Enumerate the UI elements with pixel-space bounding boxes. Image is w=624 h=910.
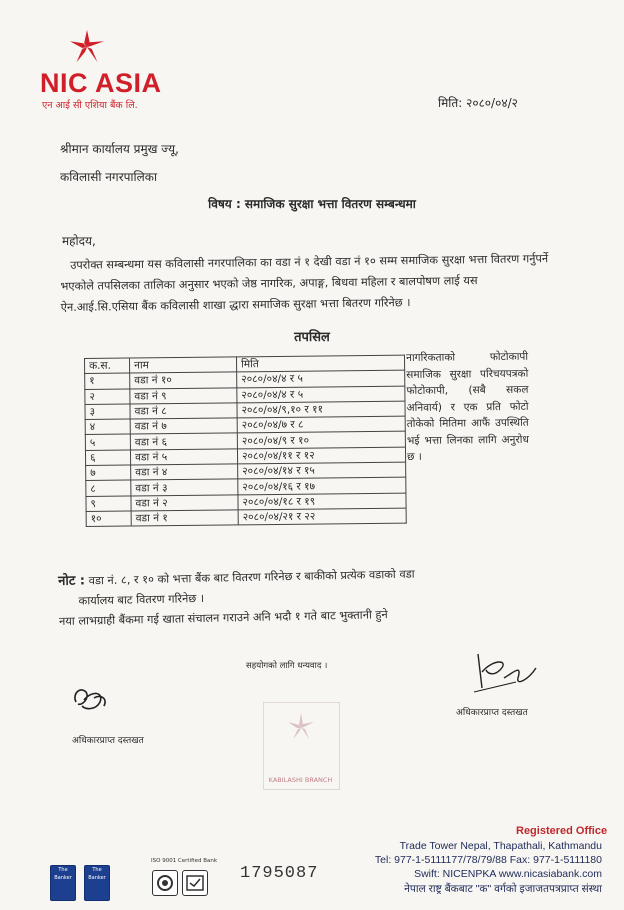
banker-award-badge [84,865,110,901]
header-name: नाम [130,357,237,373]
badge-text: The Banker [88,867,106,881]
signature-left-icon [70,680,112,716]
table-row [86,508,406,527]
letter-subject: विषय : समाजिक सुरक्षा भत्ता वितरण सम्बन्धमा [208,197,416,211]
cell-date: २०८०/०४/१४ र १५ [238,462,406,479]
note-label: नोट : [58,573,86,589]
schedule-table [84,355,407,528]
badge-text: The Banker [54,867,72,881]
schedule-title: तपसिल [294,330,330,345]
brand-name: NIC ASIA [40,68,162,98]
office-swift-web: Swift: NICENPKA www.nicasiabank.com [414,868,602,880]
cell-serial: ७ [86,465,131,481]
header-date: मिति [236,355,404,372]
cell-serial: १ [85,373,130,389]
cell-date: २०८०/०४/११ र १२ [237,447,405,464]
document-serial-number: 1795087 [240,864,319,883]
office-phone: Tel: 977-1-5111177/78/79/88 Fax: 977-1-5111180 [374,854,602,866]
stamp-text: KABILASHI BRANCH [268,776,333,784]
note-line-3: नया लाभग्राही बैंकमा गई खाता संचालन गराउने अनि भदौ १ गते बाट भुक्तानी हुने [58,608,388,628]
cell-date: २०८०/०४/२१ र २२ [238,508,406,525]
cell-name: वडा नं ४ [131,464,238,480]
cell-name: वडा नं ९ [130,387,237,403]
cell-name: वडा नं ३ [131,479,238,495]
cell-date: २०८०/०४/४ र ५ [237,370,405,387]
cell-serial: १० [86,511,131,527]
cell-name: वडा नं ७ [130,418,237,434]
certification-mark-icon [182,870,208,896]
required-documents-note: नागरिकताको फोटोकापी समाजिक सुरक्षा परिचयपत्रको फोटोकापी, (सबै सकल अनिवार्य) र एक प्रति फोटो तोकेको मितिमा आफैं उपस्थिति भई भत्ता लिनका लागि अनुरोध छ । [406,350,530,463]
cell-date: २०८०/०४/९,१० र ११ [237,401,405,418]
nic-asia-logo-icon [68,28,106,66]
letter-body: उपरोक्त सम्बन्धमा यस कविलासी नगरपालिका का वडा नं १ देखी वडा नं १० सम्म समाजिक सुरक्षा भत्ता वितरण गर्नुपर्ने भएकोले तपसिलका तालिका अनुसार भएको जेष्ठ नागरिक, अपाङ्ग, बिधवा महिला र बालपोषण लाई यस ऐन.आई.सि.एसिया बैंक कविलासी शाखा द्धारा समाजिक सुरक्षा भत्ता बितरण गरिनेछ । [60,252,549,314]
note-line-2: कार्यालय बाट वितरण गरिनेछ । [78,591,205,608]
salutation: महोदय, [62,234,96,248]
iso-label: ISO 9001 Certified Bank [151,858,218,864]
cell-serial: ५ [85,435,130,451]
cell-name: वडा नं १० [130,372,237,388]
registered-office-title: Registered Office [516,825,608,837]
cell-serial: ८ [86,480,131,496]
cell-name: वडा नं ६ [130,433,237,449]
brand-subtitle: एन आई सी एशिया बैंक लि. [42,100,138,111]
note-line-1: वडा नं. ८, र १० को भत्ता बैंक बाट वितरण गरिनेछ र बाकीको प्रत्येक वडाको वडा [88,567,415,588]
signature-right-label: अधिकारप्राप्त दस्तखत [456,708,528,718]
cell-date: २०८०/०४/४ र ५ [237,386,405,403]
cell-name: वडा नं ५ [130,449,237,465]
cell-name: वडा नं १ [131,510,238,526]
license-statement: नेपाल राष्ट्र बैंकबाट "क" वर्गको इजाजतपत्रप्राप्त संस्था [404,883,602,895]
cell-date: २०८०/०४/७ र ८ [237,416,405,433]
stamp-logo-icon [264,703,339,773]
cell-serial: २ [85,389,130,405]
banker-award-badge [50,865,76,901]
signature-right-icon [470,648,540,696]
thanks-text: सहयोगको लागि धन्यवाद । [246,661,328,671]
office-address: Trade Tower Nepal, Thapathali, Kathmandu [399,840,602,852]
cell-serial: ६ [85,450,130,466]
cell-date: २०८०/०४/१६ र १७ [238,478,406,495]
header-serial: क.स. [85,358,130,374]
signature-left-label: अधिकारप्राप्त दस्तखत [72,736,144,746]
cell-date: २०८०/०४/९ र १० [237,432,405,449]
note-section [58,562,529,632]
cell-serial: ३ [85,404,130,420]
iso-certificate-icon [152,870,178,896]
addressee-line-2: कविलासी नगरपालिका [60,170,158,184]
cell-name: वडा नं ८ [130,403,237,419]
cell-serial: ४ [85,419,130,435]
cell-date: २०८०/०४/१८ र १९ [238,493,406,510]
cell-name: वडा नं २ [131,495,238,511]
letter-date: मिति: २०८०/०४/२ [438,96,518,110]
cell-serial: ९ [86,496,131,512]
addressee-line-1: श्रीमान कार्यालय प्रमुख ज्यू, [60,142,179,156]
